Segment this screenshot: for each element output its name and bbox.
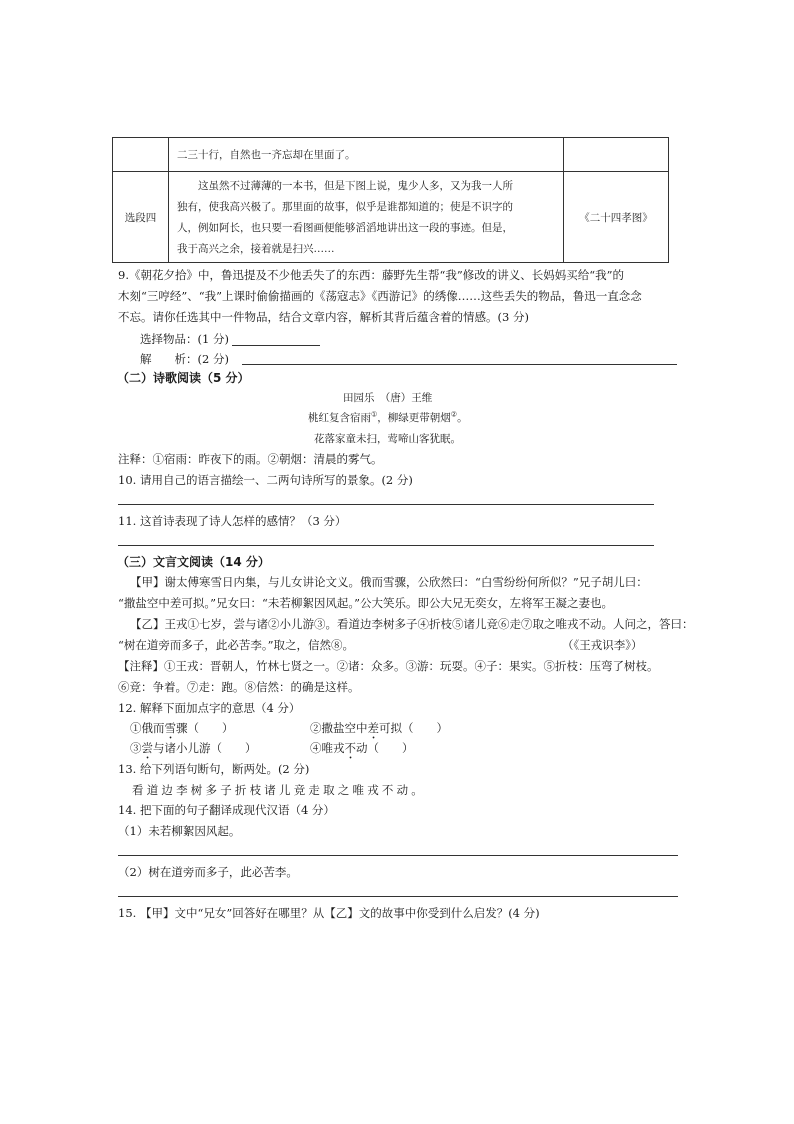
- footnote-mark: ①: [371, 410, 378, 419]
- q10-answer-line[interactable]: [118, 504, 654, 505]
- q14-item: （1）未若柳絮因风起。: [118, 824, 241, 838]
- dotted-char: 不: [344, 741, 356, 755]
- q10-text: 10. 请用自己的语言描绘一、二两句诗所写的景象。(2 分): [118, 473, 413, 487]
- item-text: 可拟（ ）: [379, 721, 448, 735]
- item-answer-line[interactable]: [232, 345, 320, 346]
- row-text: 二三十行，自然也一齐忘却在里面了。: [169, 138, 564, 172]
- q12-item: [310, 720, 448, 742]
- dotted-char: 差: [367, 721, 379, 735]
- dotted-char: 雪: [164, 721, 176, 735]
- item-text: 骤（ ）: [176, 721, 234, 735]
- row-text: [169, 172, 564, 263]
- yi-source: （《王戎识李》）: [562, 638, 643, 652]
- row-source: [564, 138, 669, 172]
- q12-item: [130, 740, 257, 762]
- dotted-char: 尝: [141, 741, 153, 755]
- passage-line: 我于高兴之余，接着就是扫兴……: [177, 242, 335, 255]
- q14-2-answer-line[interactable]: [118, 896, 678, 897]
- item-text: ③: [130, 741, 142, 755]
- q11-answer-line[interactable]: [118, 545, 654, 546]
- q14-item: （2）树在道旁而多子，此必苦李。: [118, 865, 298, 879]
- section-heading: （二）诗歌阅读（5 分）: [117, 371, 250, 385]
- passage-line: 这虽然不过薄薄的一本书，但是下图上说，鬼少人多，又为我一人所: [177, 179, 513, 192]
- footnote-mark: ②: [450, 410, 458, 419]
- table-row: [113, 172, 669, 263]
- poem-line: [308, 410, 468, 425]
- notes-line: ⑥竞：争着。⑦走：跑。⑧信然：的确是这样。: [118, 680, 360, 694]
- q11-text: 11. 这首诗表现了诗人怎样的感情？（3 分）: [118, 514, 347, 528]
- yi-passage-line: “树在道旁而多子，此必苦李。”取之，信然⑧。: [118, 638, 355, 652]
- q9-line: 9.《朝花夕拾》中，鲁迅提及不少他丢失了的东西：藤野先生帮“我”修改的讲义、长妈妈买给“我”的: [118, 268, 624, 282]
- section-heading: （三）文言文阅读（14 分）: [117, 555, 270, 569]
- row-label: 选段四: [113, 172, 169, 263]
- q15-text: 15. 【甲】文中“兄女”回答好在哪里？从【乙】文的故事中你受到什么启发？(4 分): [118, 906, 540, 920]
- q13-text: 13. 给下列语句断句，断两处。(2 分): [118, 762, 310, 776]
- q12-item: [130, 720, 234, 742]
- q14-text: 14. 把下面的句子翻译成现代汉语（4 分）: [118, 803, 335, 817]
- q14-1-answer-line[interactable]: [118, 855, 678, 856]
- poem-line: 花落家童未扫，莺啼山客犹眠。: [314, 433, 461, 445]
- notes-line: 【注释】①王戎：晋朝人，竹林七贤之一。②诸：众多。③游：玩耍。④子：果实。⑤折枝：压弯了树枝。: [118, 659, 659, 673]
- poem-text: 桃红复含宿雨: [308, 412, 371, 424]
- passage-line: 人，例如阿长，也只要一看图画便能够滔滔地讲出这一段的事迹。但是，: [177, 221, 513, 234]
- item-text: ②撒盐空中: [310, 721, 368, 735]
- item-text: ①俄而: [130, 721, 165, 735]
- q9-item-label: 选择物品：(1 分): [140, 332, 229, 346]
- jia-passage-line: 【甲】谢太傅寒雪日内集，与儿女讲论文义。俄而雪骤，公欣然曰：“白雪纷纷何所似？”兄子胡儿曰：: [130, 575, 648, 589]
- q9-analysis-label: 解 析：(2 分): [140, 352, 229, 366]
- poem-title: 田园乐 （唐）王维: [343, 392, 433, 404]
- q12-item: [310, 740, 414, 762]
- row-label: [113, 138, 169, 172]
- row-source: 《二十四孝图》: [564, 172, 669, 263]
- yi-passage-line: 【乙】王戎①七岁，尝与诸②小儿游③。看道边李树多子④折枝⑤诸儿竞⑥走⑦取之唯戎不动。人问之，答曰：: [130, 617, 694, 631]
- reading-table: [112, 137, 669, 263]
- passage-line: 独有，使我高兴极了。那里面的故事，似乎是谁都知道的；使是不识字的: [177, 200, 513, 213]
- analysis-answer-line[interactable]: [242, 364, 677, 365]
- poem-notes: 注释：①宿雨：昨夜下的雨。②朝烟：清晨的雾气。: [118, 452, 383, 466]
- q9-line: 木刻“三哼经”、“我”上课时偷偷描画的《荡寇志》《西游记》的绣像……这些丢失的物品，鲁迅一直念念: [118, 289, 642, 303]
- poem-text: ，柳绿更带朝烟: [377, 412, 451, 424]
- item-text: ④唯戎: [310, 741, 345, 755]
- poem-text: 。: [457, 412, 468, 424]
- item-text: 与诸小儿游（ ）: [153, 741, 257, 755]
- q12-text: 12. 解释下面加点字的意思（4 分）: [118, 701, 301, 715]
- table-row: [113, 138, 669, 172]
- q13-sentence: 看道边李树多子折枝诸儿竞走取之唯戎不动。: [132, 783, 426, 797]
- jia-passage-line: “撒盐空中差可拟。”兄女曰：“未若柳絮因风起。”公大笑乐。即公大兄无奕女，左将军王凝之妻也。: [118, 596, 614, 610]
- q9-line: 不忘。请你任选其中一件物品，结合文章内容，解析其背后蕴含着的情感。(3 分): [118, 310, 529, 324]
- item-text: 动（ ）: [356, 741, 414, 755]
